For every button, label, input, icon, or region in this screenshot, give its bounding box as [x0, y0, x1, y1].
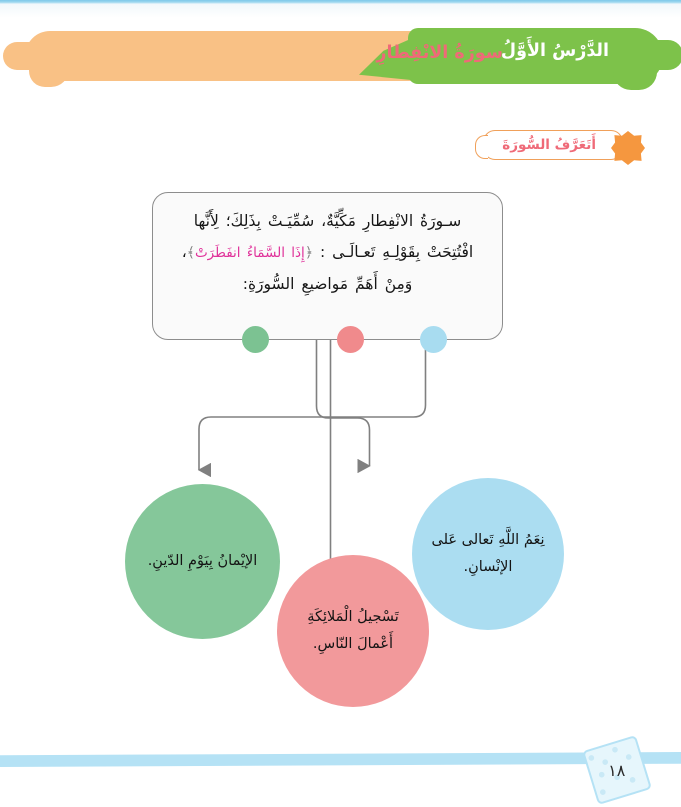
connector-dot-green	[242, 326, 269, 353]
topic-circle-green-text: الإيْمانُ بِيَوْمِ الدّينِ.	[147, 553, 258, 569]
verse-close-ornament: ﴾	[186, 245, 195, 261]
connector-dot-pink	[337, 326, 364, 353]
topic-circle-blue	[412, 478, 564, 630]
verse-open-ornament: ﴿	[304, 245, 314, 261]
topic-circle-blue-text: نِعَمُ اللَّهِ تَعالى عَلى الإنْسانِ.	[431, 532, 545, 575]
connector-dot-blue	[420, 326, 447, 353]
surah-title: سورَةُ الانْفِطارِ	[376, 43, 503, 63]
connector-path-blue-stub	[205, 340, 248, 417]
connector-path-blue	[317, 340, 370, 466]
quran-verse: إِذَا السَّمَاءُ انفَطَرَتْ	[194, 245, 305, 261]
intro-line-3: وَمِنْ أَهَمِّ مَواضيعِ السُّورَةِ:	[242, 275, 413, 293]
section-badge-label: أَتَعَرَّفُ السُّورَةَ	[502, 137, 596, 153]
intro-line-1: سـورَةُ الانْفِطارِ مَكِّيَّةٌ، سُمِّيَـتْ بِذَلِكَ؛ لِأَنَّها	[193, 212, 462, 230]
topic-circle-green	[125, 484, 280, 639]
connector-path-green	[199, 340, 426, 470]
topic-circle-pink	[277, 555, 429, 707]
page-number: ١٨	[608, 760, 626, 780]
topic-circle-pink-text: تَسْجيلُ الْمَلائِكَةِ أَعْمالَ النّاسِ.	[307, 609, 399, 652]
intro-line-2-suffix: ،	[181, 243, 187, 261]
lesson-title: الدَّرْسُ الأَوَّلُ	[500, 41, 609, 61]
intro-line-2-prefix: افْتُتِحَتْ بِقَوْلِـهِ تَعـالَـى :	[319, 243, 474, 261]
